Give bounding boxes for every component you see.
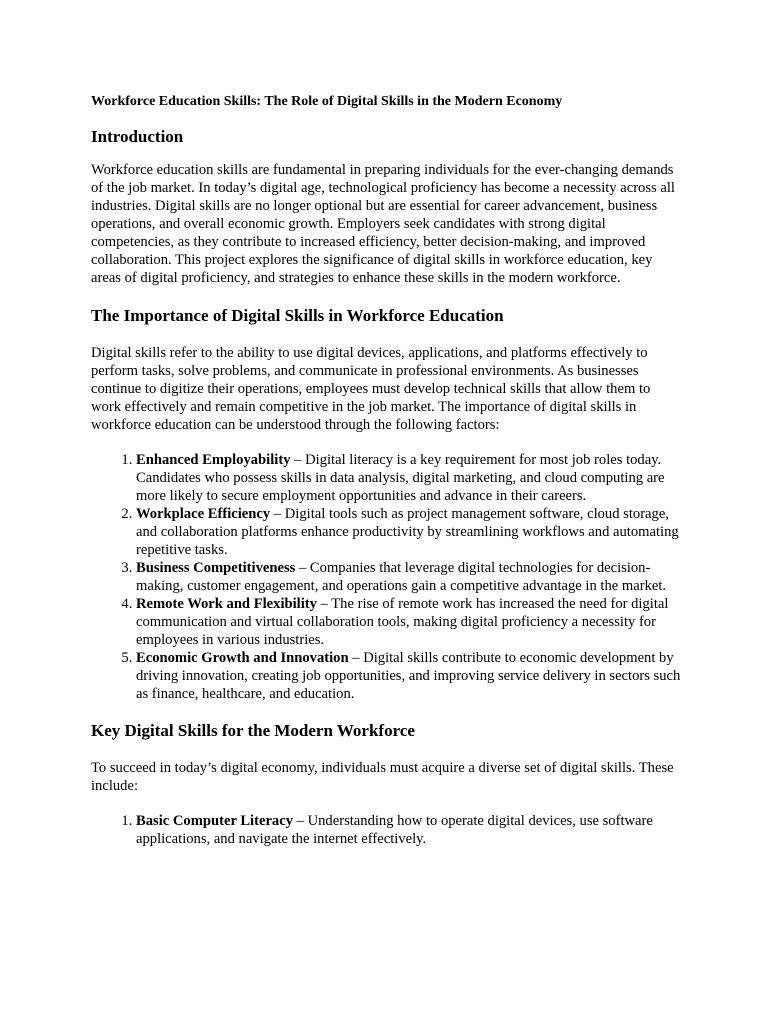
document-page: [91, 92, 683, 848]
list-item: [136, 812, 683, 848]
importance-paragraph: Digital skills refer to the ability to use digital devices, applications, and platforms effectively to perform tasks, solve problems, and communicate in professional environments. As businesses continue to digitize their operations, employees must develop technical skills that allow them to work effectively and remain competitive in the job market. The importance of digital skills in workforce education can be understood through the following factors:: [91, 345, 651, 433]
introduction-paragraph: Workforce education skills are fundamental in preparing individuals for the ever-changing demands of the job market. In today’s digital age, technological proficiency has become a necessity across all industries. Digital skills are no longer optional but are essential for career advancement, business operations, and overall economic growth. Employers seek candidates with strong digital competencies, as they contribute to increased efficiency, better decision-making, and improved collaboration. This project explores the significance of digital skills in workforce education, key areas of digital proficiency, and strategies to enhance these skills in the modern workforce.: [91, 162, 675, 286]
list-item-text: – Digital skills contribute to economic development by driving innovation, creating job opportunities, and improving service delivery in sectors such as finance, healthcare, and education.: [136, 650, 681, 702]
list-item-term: Basic Computer Literacy: [136, 813, 293, 829]
section-heading-key-skills: Key Digital Skills for the Modern Workforce: [91, 721, 415, 740]
key-skills-list: [91, 812, 683, 848]
list-item-term: Workplace Efficiency: [136, 506, 271, 522]
importance-factors-list: [91, 451, 683, 703]
document-title: Workforce Education Skills: The Role of Digital Skills in the Modern Economy: [91, 94, 563, 109]
list-item: [136, 649, 683, 703]
list-item-text: – Companies that leverage digital technologies for decision-making, customer engagement, and operations gain a competitive advantage in the market.: [136, 560, 667, 594]
key-skills-paragraph: To succeed in today’s digital economy, individuals must acquire a diverse set of digital skills. These include:: [91, 760, 674, 794]
list-item: [136, 451, 683, 505]
list-item: [136, 559, 683, 595]
list-item-text: – Understanding how to operate digital devices, use software applications, and navigate the internet effectively.: [136, 813, 653, 847]
list-item-term: Economic Growth and Innovation: [136, 650, 349, 666]
list-item-term: Business Competitiveness: [136, 560, 296, 576]
list-item-text: – The rise of remote work has increased the need for digital communication and virtual collaboration tools, making digital proficiency a necessity for employees in various industries.: [136, 596, 669, 648]
list-item-text: – Digital literacy is a key requirement for most job roles today. Candidates who possess skills in data analysis, digital marketing, and cloud computing are more likely to secure employment opportunities and advance in their careers.: [136, 452, 665, 504]
section-heading-importance: The Importance of Digital Skills in Workforce Education: [91, 306, 504, 325]
list-item: [136, 505, 683, 559]
list-item-term: Enhanced Employability: [136, 452, 291, 468]
list-item: [136, 595, 683, 649]
list-item-term: Remote Work and Flexibility: [136, 596, 317, 612]
section-heading-introduction: Introduction: [91, 127, 184, 146]
list-item-text: – Digital tools such as project management software, cloud storage, and collaboration platforms enhance productivity by streamlining workflows and automating repetitive tasks.: [136, 506, 679, 558]
